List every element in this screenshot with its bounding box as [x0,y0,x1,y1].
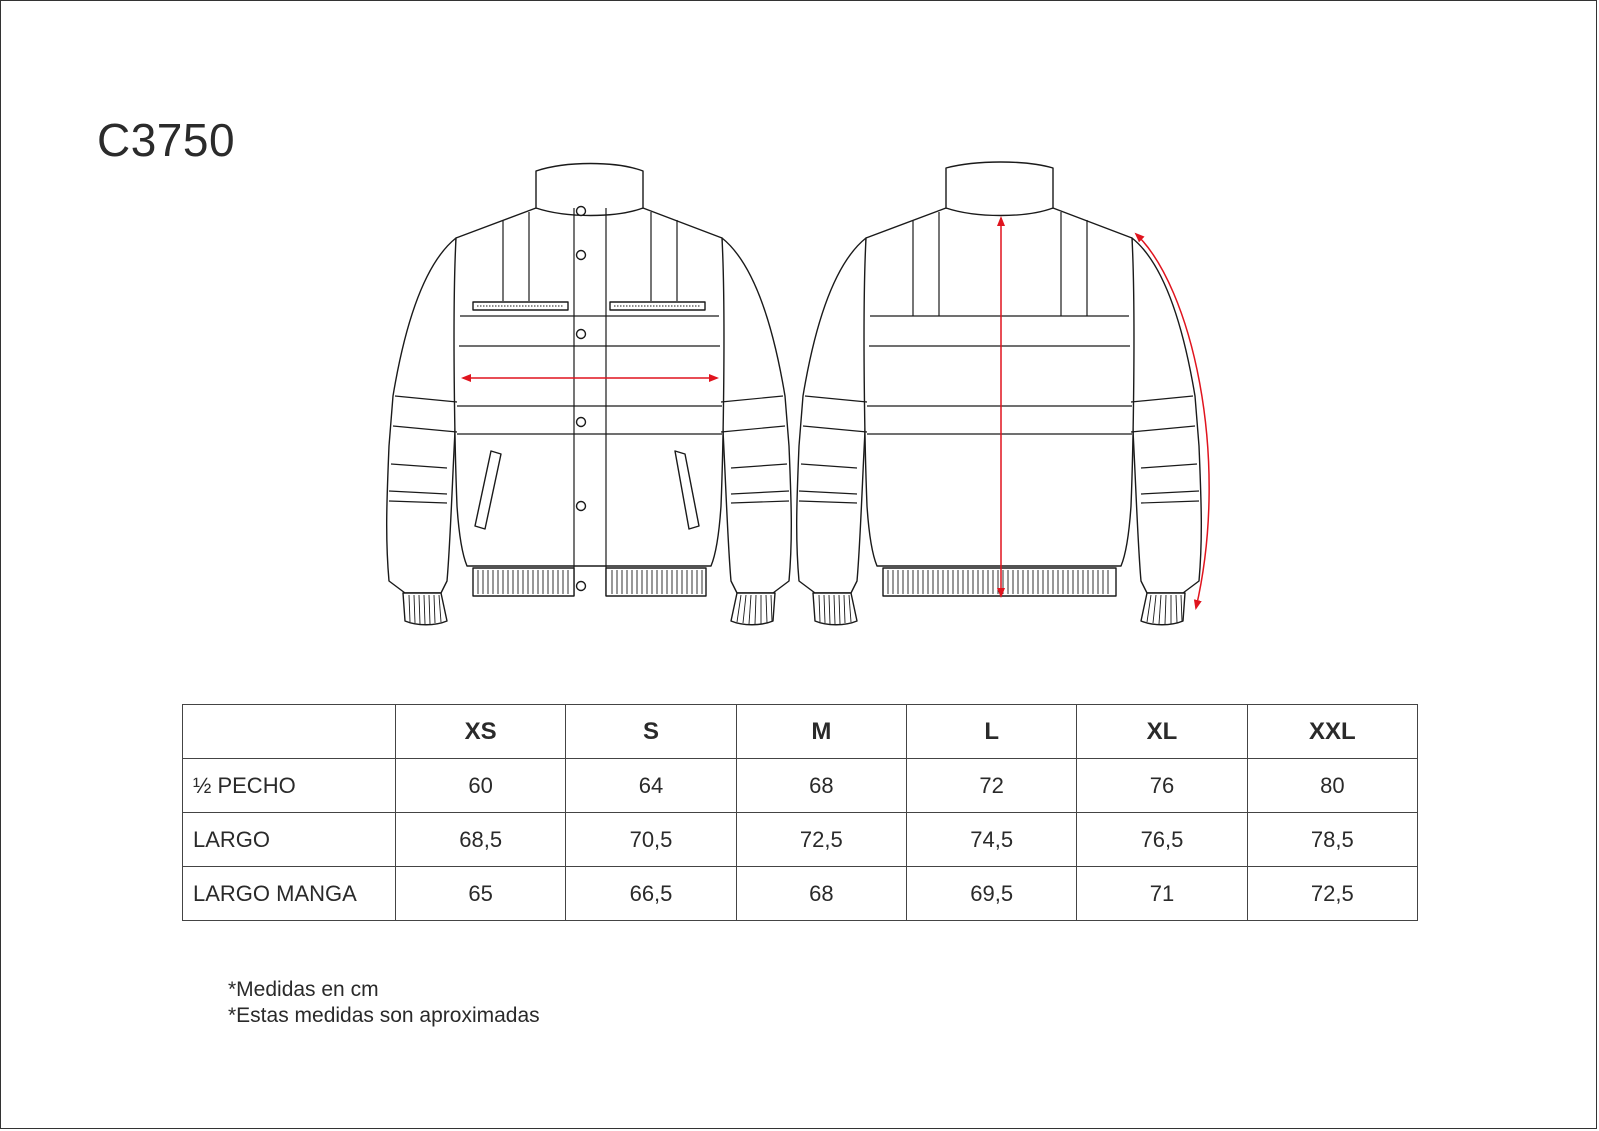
jacket-front-view [387,164,792,625]
size-table [182,704,1418,921]
table-row [183,813,1418,867]
jacket-technical-drawing [381,156,1241,631]
table-cell: 68,5 [396,813,566,867]
table-cell: 71 [1077,867,1247,921]
table-cell: 64 [566,759,736,813]
table-cell: 72,5 [736,813,906,867]
table-cell: 78,5 [1247,813,1417,867]
size-header-m: M [736,705,906,759]
note-units: *Medidas en cm [228,978,379,1001]
table-cell: 76 [1077,759,1247,813]
table-row [183,759,1418,813]
jacket-back-view [797,162,1209,625]
table-cell: 65 [396,867,566,921]
table-cell: 76,5 [1077,813,1247,867]
table-cell: 72,5 [1247,867,1417,921]
table-cell: 68 [736,867,906,921]
table-cell: 66,5 [566,867,736,921]
table-cell: 72 [906,759,1076,813]
table-cell: 60 [396,759,566,813]
table-cell: 80 [1247,759,1417,813]
row-label: LARGO MANGA [183,867,396,921]
notes [228,977,540,1029]
size-header-s: S [566,705,736,759]
row-label: LARGO [183,813,396,867]
size-header-l: L [906,705,1076,759]
size-header-xl: XL [1077,705,1247,759]
size-header-xs: XS [396,705,566,759]
table-row [183,867,1418,921]
table-cell: 70,5 [566,813,736,867]
product-code: C3750 [97,114,236,166]
size-header-empty [183,705,396,759]
table-cell: 69,5 [906,867,1076,921]
row-label: ½ PECHO [183,759,396,813]
table-cell: 68 [736,759,906,813]
note-approximate: *Estas medidas son aproximadas [228,1004,540,1027]
table-cell: 74,5 [906,813,1076,867]
size-header-xxl: XXL [1247,705,1417,759]
size-table-header-row [183,705,1418,759]
